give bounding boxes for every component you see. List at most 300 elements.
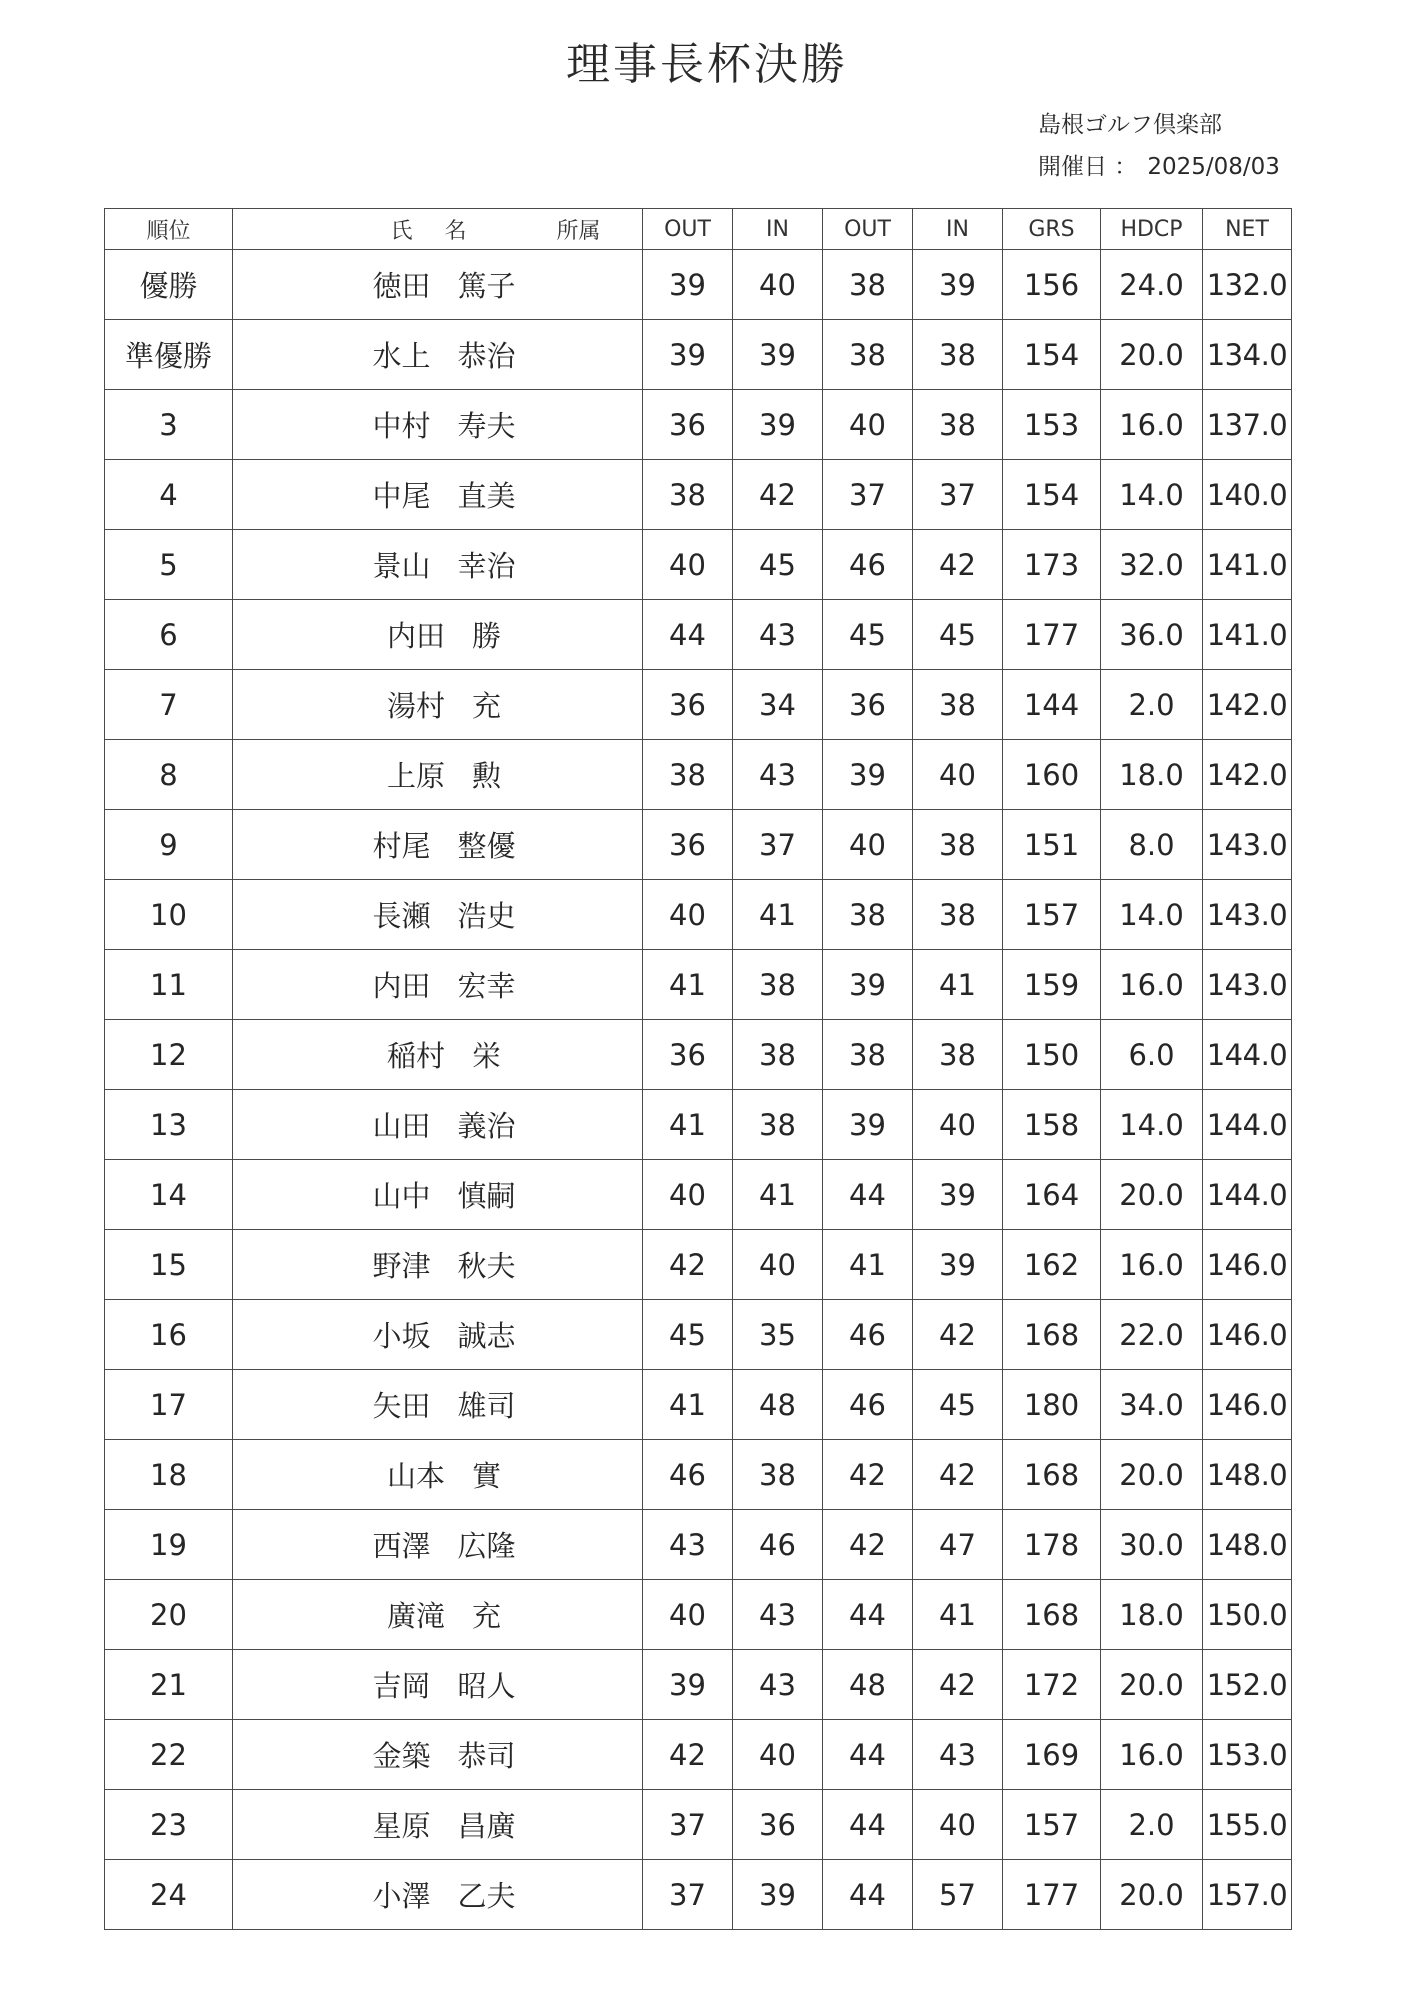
in1-cell: 39 bbox=[733, 320, 823, 390]
table-row bbox=[105, 1650, 1292, 1720]
out2-cell: 44 bbox=[823, 1860, 913, 1930]
grs-cell: 154 bbox=[1003, 320, 1101, 390]
table-row bbox=[105, 880, 1292, 950]
grs-cell: 144 bbox=[1003, 670, 1101, 740]
grs-cell: 157 bbox=[1003, 880, 1101, 950]
out2-cell: 44 bbox=[823, 1720, 913, 1790]
out1-cell: 41 bbox=[643, 1370, 733, 1440]
out1-cell: 38 bbox=[643, 460, 733, 530]
player-name-cell bbox=[233, 1020, 643, 1090]
net-cell: 144.0 bbox=[1203, 1090, 1292, 1160]
rank-cell: 21 bbox=[105, 1650, 233, 1720]
in2-cell: 38 bbox=[913, 810, 1003, 880]
out2-cell: 38 bbox=[823, 320, 913, 390]
in1-cell: 46 bbox=[733, 1510, 823, 1580]
hdcp-cell: 18.0 bbox=[1101, 1580, 1203, 1650]
player-name-cell bbox=[233, 320, 643, 390]
hdcp-cell: 24.0 bbox=[1101, 250, 1203, 320]
table-row bbox=[105, 600, 1292, 670]
hdcp-cell: 34.0 bbox=[1101, 1370, 1203, 1440]
header-name-2: 名 bbox=[444, 218, 467, 244]
table-row bbox=[105, 1230, 1292, 1300]
club-name: 島根ゴルフ倶楽部 bbox=[1038, 112, 1222, 138]
grs-cell: 168 bbox=[1003, 1440, 1101, 1510]
player-surname: 西澤 bbox=[372, 1529, 431, 1563]
grs-cell: 153 bbox=[1003, 390, 1101, 460]
header-out-2: OUT bbox=[823, 209, 913, 250]
rank-cell: 16 bbox=[105, 1300, 233, 1370]
net-cell: 144.0 bbox=[1203, 1160, 1292, 1230]
out2-cell: 40 bbox=[823, 390, 913, 460]
net-cell: 152.0 bbox=[1203, 1650, 1292, 1720]
hdcp-cell: 20.0 bbox=[1101, 1160, 1203, 1230]
net-cell: 132.0 bbox=[1203, 250, 1292, 320]
player-name-cell bbox=[233, 1300, 643, 1370]
hdcp-cell: 20.0 bbox=[1101, 1440, 1203, 1510]
in2-cell: 41 bbox=[913, 1580, 1003, 1650]
in1-cell: 40 bbox=[733, 1230, 823, 1300]
player-surname: 内田 bbox=[372, 969, 431, 1003]
player-name-cell bbox=[233, 1230, 643, 1300]
out1-cell: 40 bbox=[643, 1580, 733, 1650]
player-surname: 徳田 bbox=[372, 269, 431, 303]
player-surname: 村尾 bbox=[372, 829, 431, 863]
in2-cell: 39 bbox=[913, 1160, 1003, 1230]
grs-cell: 173 bbox=[1003, 530, 1101, 600]
out1-cell: 37 bbox=[643, 1860, 733, 1930]
in1-cell: 38 bbox=[733, 1020, 823, 1090]
rank-cell: 13 bbox=[105, 1090, 233, 1160]
net-cell: 146.0 bbox=[1203, 1300, 1292, 1370]
player-surname: 稲村 bbox=[386, 1039, 445, 1073]
rank-cell: 18 bbox=[105, 1440, 233, 1510]
grs-cell: 178 bbox=[1003, 1510, 1101, 1580]
rank-cell: 19 bbox=[105, 1510, 233, 1580]
rank-cell: 20 bbox=[105, 1580, 233, 1650]
out1-cell: 41 bbox=[643, 950, 733, 1020]
out1-cell: 39 bbox=[643, 250, 733, 320]
header-in-2: IN bbox=[913, 209, 1003, 250]
table-row bbox=[105, 810, 1292, 880]
table-row bbox=[105, 1020, 1292, 1090]
player-surname: 山田 bbox=[372, 1109, 431, 1143]
table-row bbox=[105, 530, 1292, 600]
in1-cell: 41 bbox=[733, 880, 823, 950]
player-given-name: 實 bbox=[471, 1459, 501, 1493]
header-out-1: OUT bbox=[643, 209, 733, 250]
player-name-cell bbox=[233, 1860, 643, 1930]
grs-cell: 180 bbox=[1003, 1370, 1101, 1440]
rank-cell: 準優勝 bbox=[105, 320, 233, 390]
net-cell: 141.0 bbox=[1203, 530, 1292, 600]
out2-cell: 38 bbox=[823, 250, 913, 320]
player-given-name: 誠志 bbox=[457, 1319, 516, 1353]
out1-cell: 36 bbox=[643, 810, 733, 880]
net-cell: 157.0 bbox=[1203, 1860, 1292, 1930]
in1-cell: 37 bbox=[733, 810, 823, 880]
player-given-name: 乙夫 bbox=[457, 1879, 516, 1913]
in2-cell: 38 bbox=[913, 390, 1003, 460]
player-given-name: 幸治 bbox=[457, 549, 516, 583]
player-given-name: 宏幸 bbox=[457, 969, 516, 1003]
hdcp-cell: 36.0 bbox=[1101, 600, 1203, 670]
in2-cell: 40 bbox=[913, 1090, 1003, 1160]
player-given-name: 充 bbox=[471, 1599, 501, 1633]
table-row bbox=[105, 1720, 1292, 1790]
table-row bbox=[105, 1860, 1292, 1930]
in2-cell: 45 bbox=[913, 600, 1003, 670]
hdcp-cell: 20.0 bbox=[1101, 1650, 1203, 1720]
player-name-cell bbox=[233, 600, 643, 670]
player-surname: 湯村 bbox=[386, 689, 445, 723]
player-name-cell bbox=[233, 250, 643, 320]
header-name-1: 氏 bbox=[390, 218, 413, 244]
player-surname: 小坂 bbox=[372, 1319, 431, 1353]
player-name-cell bbox=[233, 1650, 643, 1720]
in2-cell: 57 bbox=[913, 1860, 1003, 1930]
out1-cell: 41 bbox=[643, 1090, 733, 1160]
net-cell: 148.0 bbox=[1203, 1440, 1292, 1510]
in1-cell: 40 bbox=[733, 1720, 823, 1790]
net-cell: 134.0 bbox=[1203, 320, 1292, 390]
in2-cell: 43 bbox=[913, 1720, 1003, 1790]
player-name-cell bbox=[233, 740, 643, 810]
hdcp-cell: 16.0 bbox=[1101, 950, 1203, 1020]
player-name-cell bbox=[233, 1580, 643, 1650]
table-row bbox=[105, 320, 1292, 390]
in1-cell: 41 bbox=[733, 1160, 823, 1230]
out2-cell: 38 bbox=[823, 880, 913, 950]
page-title: 理事長杯決勝 bbox=[566, 39, 848, 90]
header-in-1: IN bbox=[733, 209, 823, 250]
net-cell: 153.0 bbox=[1203, 1720, 1292, 1790]
grs-cell: 150 bbox=[1003, 1020, 1101, 1090]
player-given-name: 広隆 bbox=[457, 1529, 516, 1563]
header-name-affiliation bbox=[233, 209, 643, 250]
player-surname: 山本 bbox=[386, 1459, 445, 1493]
player-surname: 金築 bbox=[372, 1739, 431, 1773]
in1-cell: 38 bbox=[733, 1440, 823, 1510]
hdcp-cell: 16.0 bbox=[1101, 390, 1203, 460]
out2-cell: 46 bbox=[823, 530, 913, 600]
table-row bbox=[105, 1580, 1292, 1650]
grs-cell: 158 bbox=[1003, 1090, 1101, 1160]
out1-cell: 36 bbox=[643, 670, 733, 740]
header-hdcp: HDCP bbox=[1101, 209, 1203, 250]
in2-cell: 39 bbox=[913, 1230, 1003, 1300]
player-given-name: 慎嗣 bbox=[457, 1179, 516, 1213]
player-given-name: 浩史 bbox=[457, 899, 516, 933]
in1-cell: 43 bbox=[733, 1650, 823, 1720]
out1-cell: 40 bbox=[643, 1160, 733, 1230]
net-cell: 146.0 bbox=[1203, 1230, 1292, 1300]
player-name-cell bbox=[233, 950, 643, 1020]
player-surname: 小澤 bbox=[372, 1879, 431, 1913]
in2-cell: 42 bbox=[913, 1650, 1003, 1720]
out2-cell: 44 bbox=[823, 1580, 913, 1650]
player-given-name: 勲 bbox=[471, 759, 501, 793]
rank-cell: 5 bbox=[105, 530, 233, 600]
out1-cell: 45 bbox=[643, 1300, 733, 1370]
hdcp-cell: 14.0 bbox=[1101, 460, 1203, 530]
in1-cell: 48 bbox=[733, 1370, 823, 1440]
player-given-name: 昌廣 bbox=[457, 1809, 516, 1843]
player-surname: 吉岡 bbox=[372, 1669, 431, 1703]
table-row bbox=[105, 1790, 1292, 1860]
out1-cell: 44 bbox=[643, 600, 733, 670]
grs-cell: 159 bbox=[1003, 950, 1101, 1020]
player-given-name: 昭人 bbox=[457, 1669, 516, 1703]
out2-cell: 40 bbox=[823, 810, 913, 880]
in2-cell: 38 bbox=[913, 320, 1003, 390]
results-table bbox=[104, 208, 1292, 1930]
net-cell: 146.0 bbox=[1203, 1370, 1292, 1440]
rank-cell: 15 bbox=[105, 1230, 233, 1300]
hdcp-cell: 22.0 bbox=[1101, 1300, 1203, 1370]
in1-cell: 43 bbox=[733, 740, 823, 810]
player-name-cell bbox=[233, 460, 643, 530]
player-name-cell bbox=[233, 810, 643, 880]
table-row bbox=[105, 1440, 1292, 1510]
out1-cell: 37 bbox=[643, 1790, 733, 1860]
player-given-name: 恭治 bbox=[457, 339, 516, 373]
grs-cell: 160 bbox=[1003, 740, 1101, 810]
net-cell: 140.0 bbox=[1203, 460, 1292, 530]
hdcp-cell: 16.0 bbox=[1101, 1230, 1203, 1300]
hdcp-cell: 30.0 bbox=[1101, 1510, 1203, 1580]
out2-cell: 42 bbox=[823, 1440, 913, 1510]
rank-cell: 17 bbox=[105, 1370, 233, 1440]
player-given-name: 寿夫 bbox=[457, 409, 516, 443]
grs-cell: 168 bbox=[1003, 1580, 1101, 1650]
out1-cell: 36 bbox=[643, 1020, 733, 1090]
out1-cell: 43 bbox=[643, 1510, 733, 1580]
net-cell: 137.0 bbox=[1203, 390, 1292, 460]
in2-cell: 39 bbox=[913, 250, 1003, 320]
table-row bbox=[105, 1510, 1292, 1580]
out1-cell: 36 bbox=[643, 390, 733, 460]
table-row bbox=[105, 390, 1292, 460]
out2-cell: 46 bbox=[823, 1300, 913, 1370]
in1-cell: 38 bbox=[733, 950, 823, 1020]
grs-cell: 177 bbox=[1003, 600, 1101, 670]
hdcp-cell: 18.0 bbox=[1101, 740, 1203, 810]
grs-cell: 168 bbox=[1003, 1300, 1101, 1370]
player-name-cell bbox=[233, 530, 643, 600]
table-row bbox=[105, 1090, 1292, 1160]
player-given-name: 義治 bbox=[457, 1109, 516, 1143]
in2-cell: 38 bbox=[913, 1020, 1003, 1090]
player-surname: 野津 bbox=[372, 1249, 431, 1283]
out2-cell: 39 bbox=[823, 740, 913, 810]
in2-cell: 42 bbox=[913, 1440, 1003, 1510]
out1-cell: 46 bbox=[643, 1440, 733, 1510]
out1-cell: 42 bbox=[643, 1230, 733, 1300]
net-cell: 142.0 bbox=[1203, 740, 1292, 810]
in2-cell: 40 bbox=[913, 1790, 1003, 1860]
grs-cell: 164 bbox=[1003, 1160, 1101, 1230]
hdcp-cell: 2.0 bbox=[1101, 670, 1203, 740]
player-surname: 上原 bbox=[386, 759, 445, 793]
rank-cell: 3 bbox=[105, 390, 233, 460]
out2-cell: 44 bbox=[823, 1790, 913, 1860]
hdcp-cell: 32.0 bbox=[1101, 530, 1203, 600]
net-cell: 144.0 bbox=[1203, 1020, 1292, 1090]
table-row bbox=[105, 740, 1292, 810]
grs-cell: 177 bbox=[1003, 1860, 1101, 1930]
rank-cell: 7 bbox=[105, 670, 233, 740]
player-name-cell bbox=[233, 1790, 643, 1860]
table-row bbox=[105, 1160, 1292, 1230]
player-name-cell bbox=[233, 390, 643, 460]
out2-cell: 44 bbox=[823, 1160, 913, 1230]
rank-cell: 優勝 bbox=[105, 250, 233, 320]
player-name-cell bbox=[233, 1090, 643, 1160]
in1-cell: 42 bbox=[733, 460, 823, 530]
in2-cell: 41 bbox=[913, 950, 1003, 1020]
table-row bbox=[105, 250, 1292, 320]
grs-cell: 162 bbox=[1003, 1230, 1101, 1300]
player-surname: 景山 bbox=[372, 549, 431, 583]
hdcp-cell: 14.0 bbox=[1101, 880, 1203, 950]
player-name-cell bbox=[233, 1440, 643, 1510]
out1-cell: 38 bbox=[643, 740, 733, 810]
player-name-cell bbox=[233, 1160, 643, 1230]
table-row bbox=[105, 1300, 1292, 1370]
in1-cell: 35 bbox=[733, 1300, 823, 1370]
header-grs: GRS bbox=[1003, 209, 1101, 250]
hdcp-cell: 2.0 bbox=[1101, 1790, 1203, 1860]
rank-cell: 9 bbox=[105, 810, 233, 880]
net-cell: 142.0 bbox=[1203, 670, 1292, 740]
net-cell: 143.0 bbox=[1203, 950, 1292, 1020]
out1-cell: 40 bbox=[643, 530, 733, 600]
out1-cell: 39 bbox=[643, 320, 733, 390]
in1-cell: 36 bbox=[733, 1790, 823, 1860]
in2-cell: 38 bbox=[913, 880, 1003, 950]
event-date-value: 2025/08/03 bbox=[1147, 154, 1280, 180]
player-given-name: 秋夫 bbox=[457, 1249, 516, 1283]
in2-cell: 38 bbox=[913, 670, 1003, 740]
grs-cell: 151 bbox=[1003, 810, 1101, 880]
event-date bbox=[1038, 148, 1290, 181]
hdcp-cell: 6.0 bbox=[1101, 1020, 1203, 1090]
in2-cell: 42 bbox=[913, 530, 1003, 600]
table-row bbox=[105, 950, 1292, 1020]
rank-cell: 6 bbox=[105, 600, 233, 670]
rank-cell: 12 bbox=[105, 1020, 233, 1090]
in1-cell: 39 bbox=[733, 1860, 823, 1930]
rank-cell: 24 bbox=[105, 1860, 233, 1930]
grs-cell: 154 bbox=[1003, 460, 1101, 530]
in2-cell: 37 bbox=[913, 460, 1003, 530]
net-cell: 148.0 bbox=[1203, 1510, 1292, 1580]
player-given-name: 整優 bbox=[457, 829, 516, 863]
player-given-name: 充 bbox=[471, 689, 501, 723]
event-date-label: 開催日 ： bbox=[1038, 154, 1138, 180]
rank-cell: 11 bbox=[105, 950, 233, 1020]
out1-cell: 42 bbox=[643, 1720, 733, 1790]
rank-cell: 10 bbox=[105, 880, 233, 950]
player-surname: 中尾 bbox=[372, 479, 431, 513]
player-surname: 山中 bbox=[372, 1179, 431, 1213]
player-given-name: 勝 bbox=[471, 619, 501, 653]
rank-cell: 23 bbox=[105, 1790, 233, 1860]
out2-cell: 45 bbox=[823, 600, 913, 670]
rank-cell: 8 bbox=[105, 740, 233, 810]
player-given-name: 恭司 bbox=[457, 1739, 516, 1773]
in2-cell: 45 bbox=[913, 1370, 1003, 1440]
out2-cell: 39 bbox=[823, 1090, 913, 1160]
in1-cell: 40 bbox=[733, 250, 823, 320]
rank-cell: 22 bbox=[105, 1720, 233, 1790]
grs-cell: 156 bbox=[1003, 250, 1101, 320]
out2-cell: 42 bbox=[823, 1510, 913, 1580]
hdcp-cell: 8.0 bbox=[1101, 810, 1203, 880]
table-row bbox=[105, 460, 1292, 530]
out2-cell: 37 bbox=[823, 460, 913, 530]
player-surname: 廣滝 bbox=[386, 1599, 445, 1633]
net-cell: 141.0 bbox=[1203, 600, 1292, 670]
in1-cell: 43 bbox=[733, 1580, 823, 1650]
player-name-cell bbox=[233, 880, 643, 950]
player-given-name: 篤子 bbox=[457, 269, 516, 303]
player-name-cell bbox=[233, 670, 643, 740]
player-surname: 水上 bbox=[372, 339, 431, 373]
rank-cell: 14 bbox=[105, 1160, 233, 1230]
hdcp-cell: 20.0 bbox=[1101, 1860, 1203, 1930]
out2-cell: 41 bbox=[823, 1230, 913, 1300]
in1-cell: 34 bbox=[733, 670, 823, 740]
player-surname: 中村 bbox=[372, 409, 431, 443]
out2-cell: 48 bbox=[823, 1650, 913, 1720]
player-surname: 矢田 bbox=[372, 1389, 431, 1423]
player-surname: 星原 bbox=[372, 1809, 431, 1843]
grs-cell: 157 bbox=[1003, 1790, 1101, 1860]
in1-cell: 38 bbox=[733, 1090, 823, 1160]
header-rank: 順位 bbox=[105, 209, 233, 250]
out2-cell: 36 bbox=[823, 670, 913, 740]
net-cell: 143.0 bbox=[1203, 810, 1292, 880]
out2-cell: 46 bbox=[823, 1370, 913, 1440]
hdcp-cell: 16.0 bbox=[1101, 1720, 1203, 1790]
out2-cell: 39 bbox=[823, 950, 913, 1020]
grs-cell: 169 bbox=[1003, 1720, 1101, 1790]
grs-cell: 172 bbox=[1003, 1650, 1101, 1720]
in2-cell: 42 bbox=[913, 1300, 1003, 1370]
in2-cell: 47 bbox=[913, 1510, 1003, 1580]
out1-cell: 39 bbox=[643, 1650, 733, 1720]
player-surname: 長瀬 bbox=[372, 899, 431, 933]
table-row bbox=[105, 1370, 1292, 1440]
header-affiliation: 所属 bbox=[556, 218, 601, 244]
player-name-cell bbox=[233, 1510, 643, 1580]
net-cell: 150.0 bbox=[1203, 1580, 1292, 1650]
in1-cell: 43 bbox=[733, 600, 823, 670]
out1-cell: 40 bbox=[643, 880, 733, 950]
player-name-cell bbox=[233, 1370, 643, 1440]
rank-cell: 4 bbox=[105, 460, 233, 530]
hdcp-cell: 20.0 bbox=[1101, 320, 1203, 390]
out2-cell: 38 bbox=[823, 1020, 913, 1090]
table-row bbox=[105, 670, 1292, 740]
in1-cell: 39 bbox=[733, 390, 823, 460]
table-header-row bbox=[105, 209, 1292, 250]
in2-cell: 40 bbox=[913, 740, 1003, 810]
hdcp-cell: 14.0 bbox=[1101, 1090, 1203, 1160]
player-given-name: 栄 bbox=[471, 1039, 501, 1073]
player-given-name: 雄司 bbox=[457, 1389, 516, 1423]
